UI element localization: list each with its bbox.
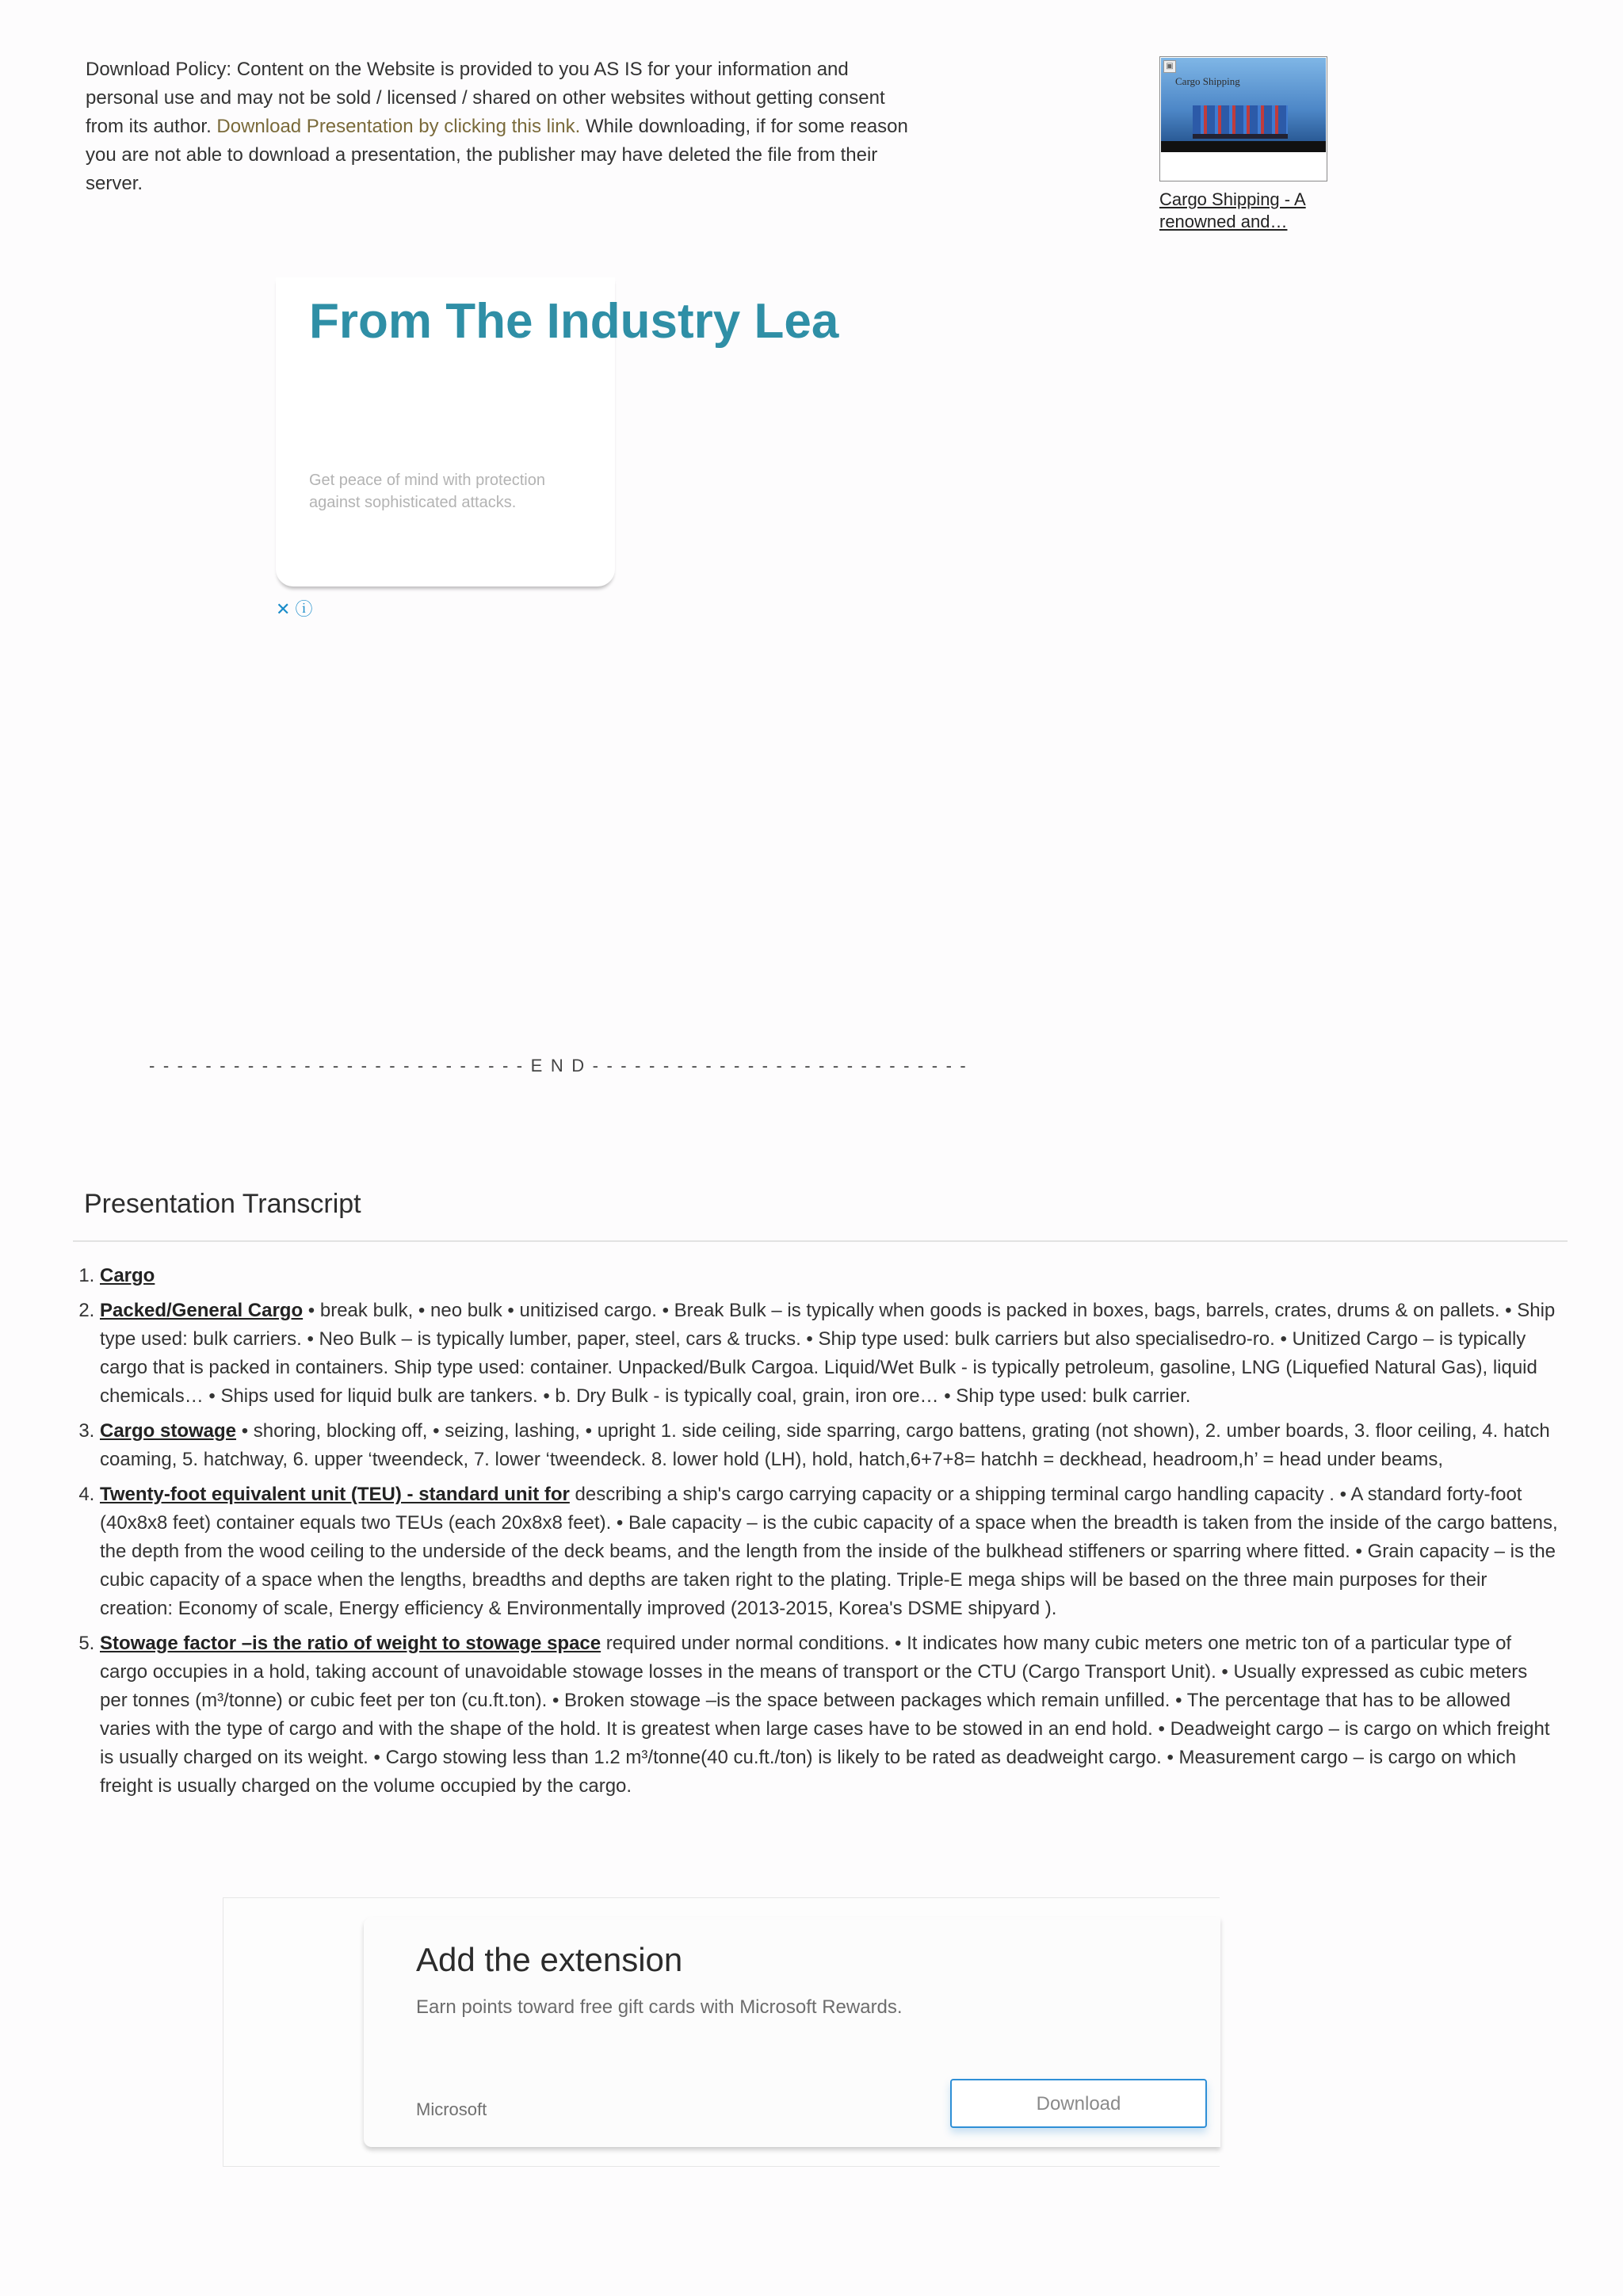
- list-item: [100, 1480, 1558, 1623]
- slide-title: Packed/General Cargo: [100, 1300, 304, 1321]
- slide-title: Cargo stowage: [100, 1420, 237, 1442]
- ad-subtitle: Earn points toward free gift cards with Microsoft Rewards.: [416, 1996, 903, 2018]
- transcript-list: [73, 1262, 1558, 1807]
- slide-body: describing a ship's cargo carrying capacity or a shipping terminal cargo handling capacity . • A standard forty-foot (40x8x8 feet) container equals two TEUs (each 20x8x8 feet). • Bale capacity – is the cubic capacity of a space when the breadth is taken from the inside of the cargo battens, the depth from the wood ceiling to the underside of the deck beams, and the length from the inside of the bulkhead stiffeners or sparring where fitted. • Grain capacity – is the cubic capacity of a space when the lengths, breadths and depths are taken right to the plating. Triple-E mega ships will be based on the three main purposes for their creation: Economy of scale, Energy efficiency & Environmentally improved (2013-2015, Korea's DSME shipyard ).: [100, 1484, 1558, 1619]
- ad-close-info-icon[interactable]: ✕ ⓘ: [276, 599, 313, 619]
- advertisement-top[interactable]: [276, 277, 839, 619]
- transcript-heading: Presentation Transcript: [84, 1189, 361, 1219]
- divider: [73, 1240, 1568, 1242]
- related-thumbnail[interactable]: [1159, 56, 1327, 181]
- download-button[interactable]: Download: [950, 2079, 1207, 2128]
- thumbnail-title: Cargo Shipping: [1175, 75, 1240, 87]
- ad-card[interactable]: [364, 1917, 1220, 2147]
- list-item: [100, 1262, 1558, 1290]
- related-caption-link[interactable]: Cargo Shipping - A renowned and…: [1159, 189, 1306, 231]
- ship-graphic: [1193, 105, 1288, 139]
- slide-title: Stowage factor –is the ratio of weight to stowage space: [100, 1633, 601, 1654]
- thumbnail-image: [1161, 58, 1326, 152]
- broken-image-icon: ▣: [1163, 60, 1176, 73]
- end-marker: - - - - - - - - - - - - - - - - - - - - - - - - - - - E N D - - - - - - - - - - - - - - - - - - - - - - - - - - -: [149, 1056, 968, 1075]
- policy-text-before: Download Policy: Content on the Website is provided to you AS IS for your information and personal use and may not be sold / licensed / shared on other websites without getting consent from its author.: [86, 59, 885, 137]
- thumbnail-footer-bar: [1161, 141, 1326, 152]
- slide-title: Cargo: [100, 1265, 155, 1286]
- ad-headline: Add the extension: [416, 1941, 683, 1978]
- download-policy: [86, 55, 926, 198]
- advertisement-bottom[interactable]: [223, 1897, 1220, 2167]
- list-item: [100, 1629, 1558, 1801]
- list-item: [100, 1297, 1558, 1411]
- ad-card[interactable]: [276, 277, 839, 586]
- ad-subtitle: Get peace of mind with protection against sophisticated attacks.: [309, 472, 545, 511]
- download-presentation-link[interactable]: Download Presentation by clicking this link.: [216, 116, 581, 137]
- slide-body: required under normal conditions. • It indicates how many cubic meters one metric ton of a particular type of cargo occupies in a hold, taking account of unavoidable stowage losses in the means of transport or the CTU (Cargo Transport Unit). • Usually expressed as cubic meters per tonnes (m³/tonne) or cubic feet per ton (cu.ft.ton). • Broken stowage –is the space between packages which remain unfilled. • The percentage that has to be allowed varies with the type of cargo and with the shape of the hold. It is greatest when large cases have to be stowed in an end hold. • Deadweight cargo – is cargo on which freight is usually charged on its weight. • Cargo stowing less than 1.2 m³/tonne(40 cu.ft./ton) is likely to be rated as deadweight cargo. • Measurement cargo – is cargo on which freight is usually charged on the volume occupied by the cargo.: [100, 1633, 1550, 1797]
- slide-title: Twenty-foot equivalent unit (TEU) - standard unit for: [100, 1484, 570, 1505]
- ad-headline: From The Industry Lea: [309, 294, 839, 349]
- slide-body: • break bulk, • neo bulk • unitizised cargo. • Break Bulk – is typically when goods is packed in boxes, bags, barrels, crates, drums & on pallets. • Ship type used: bulk carriers. • Neo Bulk – is typically lumber, paper, steel, cars & trucks. • Ship type used: bulk carriers but also specialisedro-ro. • Unitized Cargo – is typically cargo that is packed in containers. Ship type used: container. Unpacked/Bulk Cargoa. Liquid/Wet Bulk - is typically petroleum, gasoline, LNG (Liquefied Natural Gas), liquid chemicals… • Ships used for liquid bulk are tankers. • b. Dry Bulk - is typically coal, grain, iron ore… • Ship type used: bulk carrier.: [100, 1300, 1556, 1407]
- slide-body: • shoring, blocking off, • seizing, lashing, • upright 1. side ceiling, side sparring, cargo battens, grating (not shown), 2. umber boards, 3. floor ceiling, 4. hatch coaming, 5. hatchway, 6. upper ‘tweendeck, 7. lower ‘tweendeck. 8. lower hold (LH), hold, hatch,6+7+8= hatchh = deckhead, headroom,h’ = head under beams,: [100, 1420, 1550, 1470]
- policy-text-after: While downloading, if for some reason you are not able to download a presentation, the publisher may have deleted the file from their server.: [86, 116, 908, 194]
- list-item: [100, 1417, 1558, 1474]
- ad-brand: Microsoft: [416, 2099, 487, 2119]
